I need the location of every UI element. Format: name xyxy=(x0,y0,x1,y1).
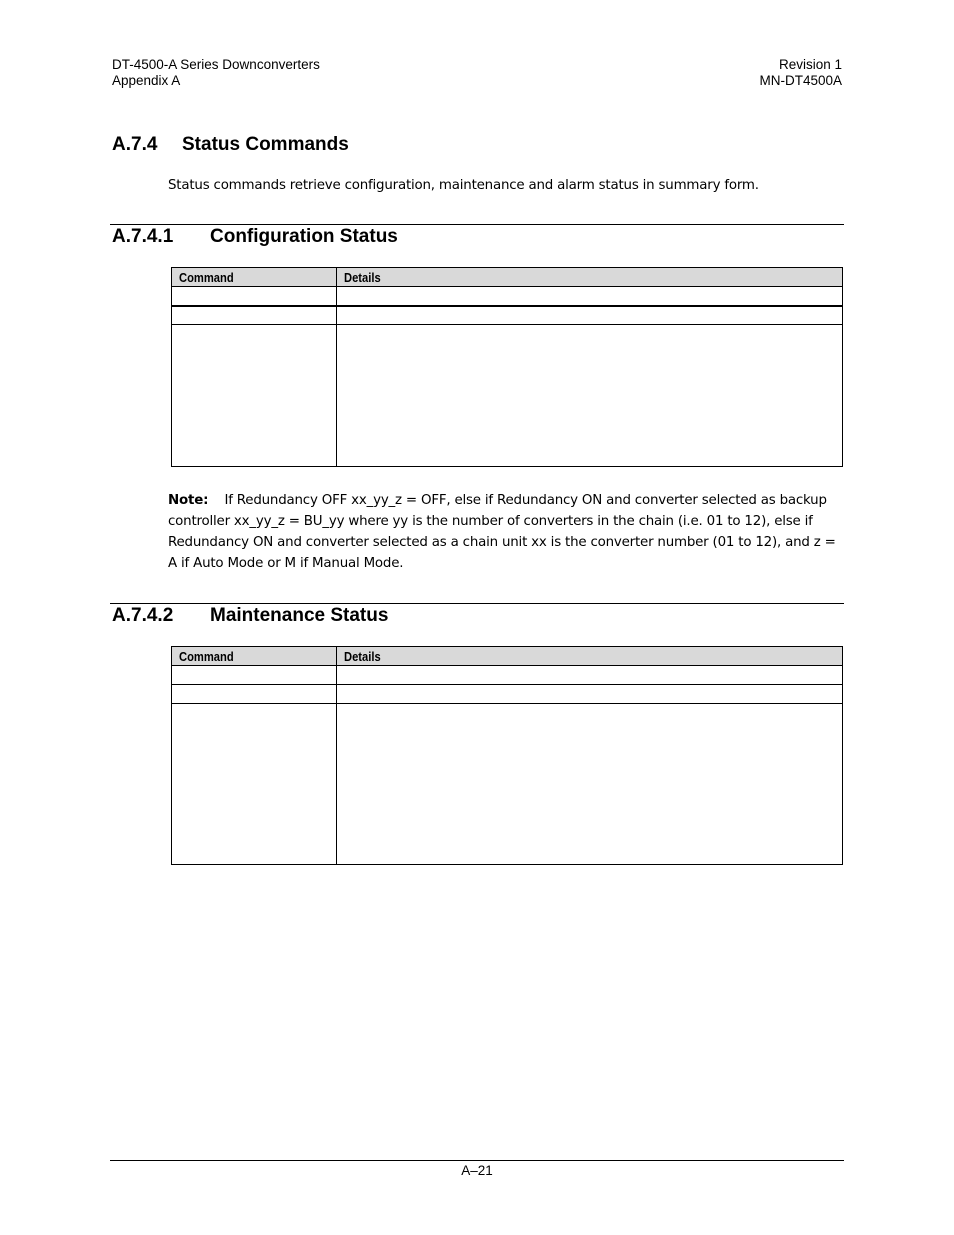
section-divider xyxy=(110,603,844,604)
page-header-right xyxy=(759,57,842,89)
revision-label: Revision 1 xyxy=(778,57,842,72)
table-header-row xyxy=(172,268,843,287)
table-cell xyxy=(172,704,337,865)
table-row xyxy=(172,704,843,865)
column-header-details: Details xyxy=(337,268,843,287)
section-heading-status-commands xyxy=(112,134,349,156)
table-cell xyxy=(172,666,337,685)
table-row xyxy=(172,287,843,306)
table-cell xyxy=(172,287,337,306)
section-heading-configuration-status xyxy=(112,226,398,248)
section-number: A.7.4 xyxy=(112,134,158,155)
table-header-row xyxy=(172,647,843,666)
page-number: A–21 xyxy=(461,1163,493,1178)
table-row xyxy=(172,325,843,467)
table-cell xyxy=(337,325,843,467)
section-title: Status Commands xyxy=(182,134,349,155)
document-title: DT-4500-A Series Downconverters xyxy=(112,57,320,72)
section-divider xyxy=(110,224,844,225)
section-number: A.7.4.2 xyxy=(112,605,174,626)
table-cell xyxy=(337,287,843,306)
table-row xyxy=(172,306,843,325)
table-cell xyxy=(337,704,843,865)
appendix-label: Appendix A xyxy=(112,73,181,88)
column-header-command: Command xyxy=(172,268,337,287)
table-cell xyxy=(172,685,337,704)
table-cell xyxy=(337,685,843,704)
table-cell xyxy=(172,325,337,467)
table-row xyxy=(172,685,843,704)
column-header-details: Details xyxy=(337,647,843,666)
note-text: If Redundancy OFF xx_yy_z = OFF, else if Redundancy ON and converter selected as backup controller xx_yy_z = BU_yy where yy is the number of converters in the chain (i.e. 01 to 12), else if Redundancy ON and converter selected as a chain unit xx is the converter number (01 to 12), and z = A if Auto Mode or M if Manual Mode. xyxy=(168,493,836,571)
configuration-note xyxy=(168,490,844,574)
section-title: Configuration Status xyxy=(210,226,398,247)
document-number: MN-DT4500A xyxy=(759,73,842,88)
section-heading-maintenance-status xyxy=(112,605,388,627)
footer-divider xyxy=(110,1160,844,1161)
table-cell xyxy=(337,306,843,325)
column-header-command: Command xyxy=(172,647,337,666)
table-row xyxy=(172,666,843,685)
page-header-left xyxy=(112,57,320,89)
note-label: Note: xyxy=(168,493,209,508)
section-title: Maintenance Status xyxy=(210,605,389,626)
table-cell xyxy=(337,666,843,685)
maintenance-status-table xyxy=(171,646,843,865)
table-cell xyxy=(172,306,337,325)
section-number: A.7.4.1 xyxy=(112,226,174,247)
section-intro: Status commands retrieve configuration, maintenance and alarm status in summary form. xyxy=(168,178,759,193)
configuration-status-table xyxy=(171,267,843,467)
